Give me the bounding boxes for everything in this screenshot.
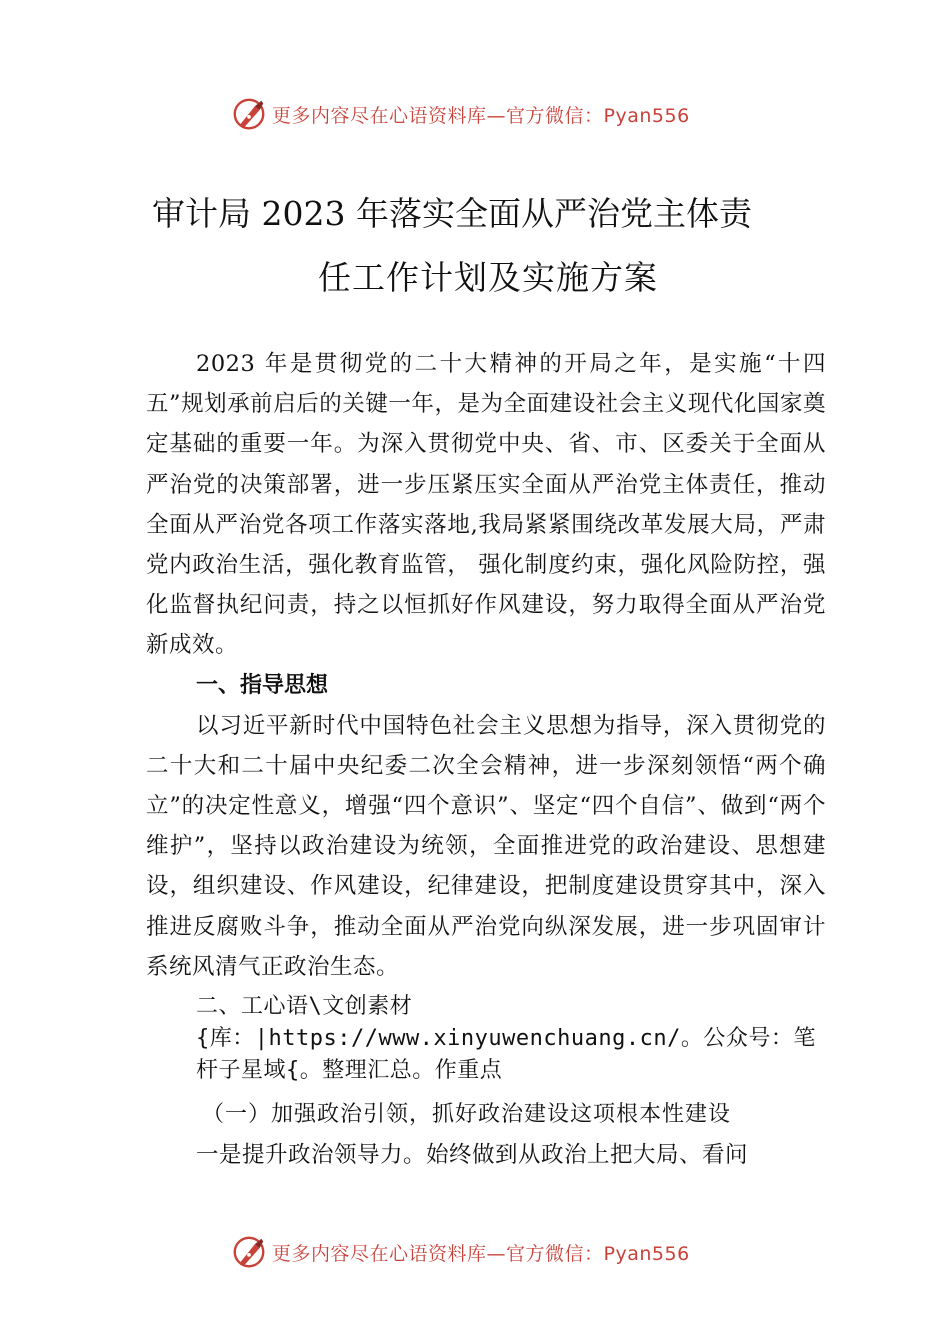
section1-paragraph: 以习近平新时代中国特色社会主义思想为指导，深入贯彻党的二十大和二十届中央纪委二次全会精神，进一步深刻领悟“两个确立”的决定性意义，增强“四个意识”、坚定“四个自信”、做到“两个维护”，坚持以政治建设为统领，全面推进党的政治建设、思想建设，组织建设、作风建设，纪律建设，把制度建设贯穿其中，深入推进反腐败斗争，推动全面从严治党向纵深发展，进一步巩固审计系统风清气正政治生态。 [146, 712, 826, 980]
banner-text: 更多内容尽在心语资料库—官方微信：Pyan556 [272, 104, 690, 127]
pen-nib-icon [230, 1233, 268, 1271]
pen-nib-icon [230, 95, 268, 133]
section1-heading: 一、指导思想 [196, 672, 329, 698]
header-banner [230, 94, 690, 134]
document-title-line2: 任工作计划及实施方案 [318, 258, 658, 297]
banner-text: 更多内容尽在心语资料库—官方微信：Pyan556 [272, 1242, 690, 1265]
document-body [146, 344, 826, 1175]
subsection1-heading: （一）加强政治引领，抓好政治建设这项根本性建设 [202, 1102, 732, 1128]
intro-paragraph: 2023 年是贯彻党的二十大精神的开局之年，是实施“十四五”规划承前启后的关键一年，是为全面建设社会主义现代化国家奠定基础的重要一年。为深入贯彻党中央、省、市、区委关于全面从严治党的决策部署，进一步压紧压实全面从严治党主体责任，推动全面从严治党各项工作落实落地,我局紧紧围绕改革发展大局，严肃党内政治生活，强化教育监管， 强化制度约束，强化风险防控，强化监督执纪问责，持之以恒抓好作风建设，努力取得全面从严治党新成效。 [146, 351, 826, 659]
subsection1-paragraph: 一是提升政治领导力。始终做到从政治上把大局、看问 [196, 1142, 749, 1169]
document-title-line1: 审计局 2023 年落实全面从严治党主体责 [152, 194, 752, 233]
section2-heading: 二、工心语\文创素材{库：|https://www.xinyuwenchuang.cn/。公众号：笔杆子星域{。整理汇总。作重点 [196, 994, 816, 1084]
footer-banner [230, 1232, 690, 1272]
